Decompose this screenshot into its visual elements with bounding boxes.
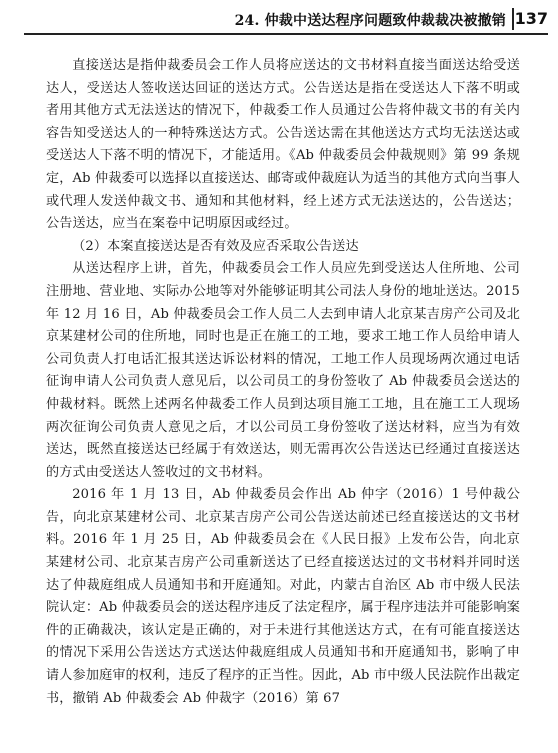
section-subheading: （2）本案直接送达是否有效及应否采取公告送达 — [72, 238, 359, 254]
page-number: 137 — [514, 9, 548, 28]
paragraph-court-ruling: 2016 年 1 月 13 日，Ab 仲裁委员会作出 Ab 仲字（2016）1 号仲裁公告，向北京某建材公司、北京某吉房产公司公告送达前述已经直接送达的文书材料。2016 年 1 月 25 日，Ab 仲裁委员会在《人民日报》上发布公告，向北京某建材公司、北京某吉房产公司重新送达了已经直接送达过的文书材料并同时送达了仲裁庭组成人员通知书和开庭通知。对此，内蒙古自治区 Ab 市中级人民法院认定：Ab 仲裁委员会的送达程序违反了法定程序，属于程序违法并可能影响案件的正确裁决，该认定是正确的，对于未进行其他送达方式，在有可能直接送达的情况下采用公告送达方式送达仲裁庭组成人员通知书和开庭通知书，影响了申请人参加庭审的权利，违反了程序的正当性。因此，Ab 市中级人民法院作出裁定书，撤销 Ab 仲裁委会 Ab 仲裁字（2016）第 67 — [46, 487, 520, 706]
chapter-title: 24. 仲裁中送达程序问题致仲裁裁决被撤销 — [234, 13, 506, 29]
paragraph-definitions: 直接送达是指仲裁委员会工作人员将应送达的文书材料直接当面送达给受送达人，受送达人签收送达回证的送达方式。公告送达是指在受送达人下落不明或者用其他方式无法送达的情况下，仲裁委工作人员通过公告将仲裁文书的有关内容告知受送达人的一种特殊送达方式。公告送达需在其他送达方式均无法送达或受送达人下落不明的情况下，才能适用。《Ab 仲裁委员会仲裁规则》第 99 条规定，Ab 仲裁委可以选择以直接送达、邮寄或仲裁庭认为适当的其他方式向当事人或代理人发送仲裁文书、通知和其他材料，经上述方式无法送达的，公告送达；公告送达，应当在案卷中记明原因或经过。 — [46, 58, 520, 232]
body-text — [46, 55, 520, 710]
header-rule — [24, 33, 548, 35]
paragraph-service-procedure: 从送达程序上讲，首先，仲裁委员会工作人员应先到受送达人住所地、公司注册地、营业地、实际办公地等对外能够证明其公司法人身份的地址送达。2015 年 12 月 16 日，Ab 仲裁委员会工作人员二人去到申请人北京某吉房产公司及北京某建材公司的住所地，同时也是正在施工的工地，要求工地工作人员给申请人公司负责人打电话汇报其送达诉讼材料的情况，工地工作人员现场两次通过电话征询申请人公司负责人意见后，以公司员工的身份签收了 Ab 仲裁委员会送达的仲裁材料。既然上述两名仲裁委工作人员到达项目施工工地，且在施工工人现场两次征询公司负责人意见之后，才以公司员工身份签收了送达材料，应当为有效送达，既然直接送达已经属于有效送达，则无需再次公告送达已经通过直接送达的方式由受送达人签收过的文书材料。 — [46, 261, 520, 480]
running-header — [0, 8, 558, 36]
